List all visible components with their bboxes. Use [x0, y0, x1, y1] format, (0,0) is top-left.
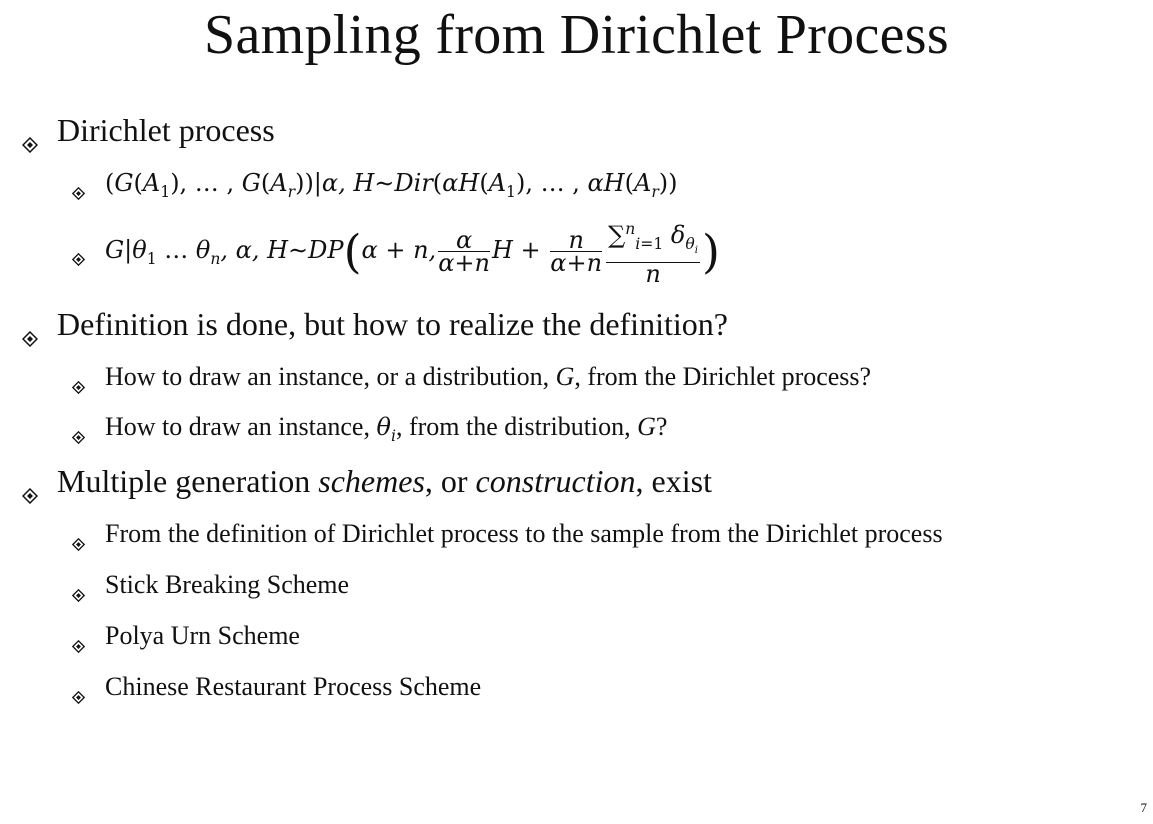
diamond-bullet-icon [72, 679, 85, 713]
scheme-text: Stick Breaking Scheme [105, 570, 350, 599]
dp-posterior-equation: $G|\theta_1$ … $\theta_n$, α, H∼DP(α + n, $\frac{\alpha}{\alpha+n}$ H + $\frac{n}{\alpha+n}$ $\frac{\sum^n_{i=1} \delta_{\theta_i}}{n}$ ) [105, 220, 720, 288]
slide-title: Sampling from Dirichlet Process [204, 4, 949, 66]
dir-equation: ($G(A_1)$, … , $G(A_r))|\alpha$, $H\sim Dir(\alpha H(A_1)$, … , $\alpha H(A_r)$) [105, 169, 678, 201]
bullet-text: Multiple generation schemes, or construction, exist [57, 463, 712, 499]
diamond-bullet-icon [72, 175, 85, 209]
bullet-text: Dirichlet process [57, 112, 275, 148]
scheme-text: From the definition of Dirichlet process to the sample from the Dirichlet process [105, 519, 943, 548]
diamond-bullet-icon [72, 241, 85, 275]
diamond-bullet-icon [72, 419, 85, 453]
diamond-bullet-icon [22, 122, 38, 162]
diamond-bullet-icon [72, 577, 85, 611]
diamond-bullet-icon [22, 316, 38, 356]
draw-theta-text: How to draw an instance, $\theta_i$, from the distribution, G? [105, 412, 668, 445]
diamond-bullet-icon [22, 473, 38, 513]
diamond-bullet-icon [72, 369, 85, 403]
scheme-text: Chinese Restaurant Process Scheme [105, 672, 482, 701]
page-number: 7 [1140, 800, 1147, 815]
bullet-text: Definition is done, but how to realize the definition? [57, 306, 728, 342]
diamond-bullet-icon [72, 526, 85, 560]
diamond-bullet-icon [72, 628, 85, 662]
scheme-text: Polya Urn Scheme [105, 621, 300, 650]
draw-G-text: How to draw an instance, or a distribution, G, from the Dirichlet process? [105, 362, 872, 391]
